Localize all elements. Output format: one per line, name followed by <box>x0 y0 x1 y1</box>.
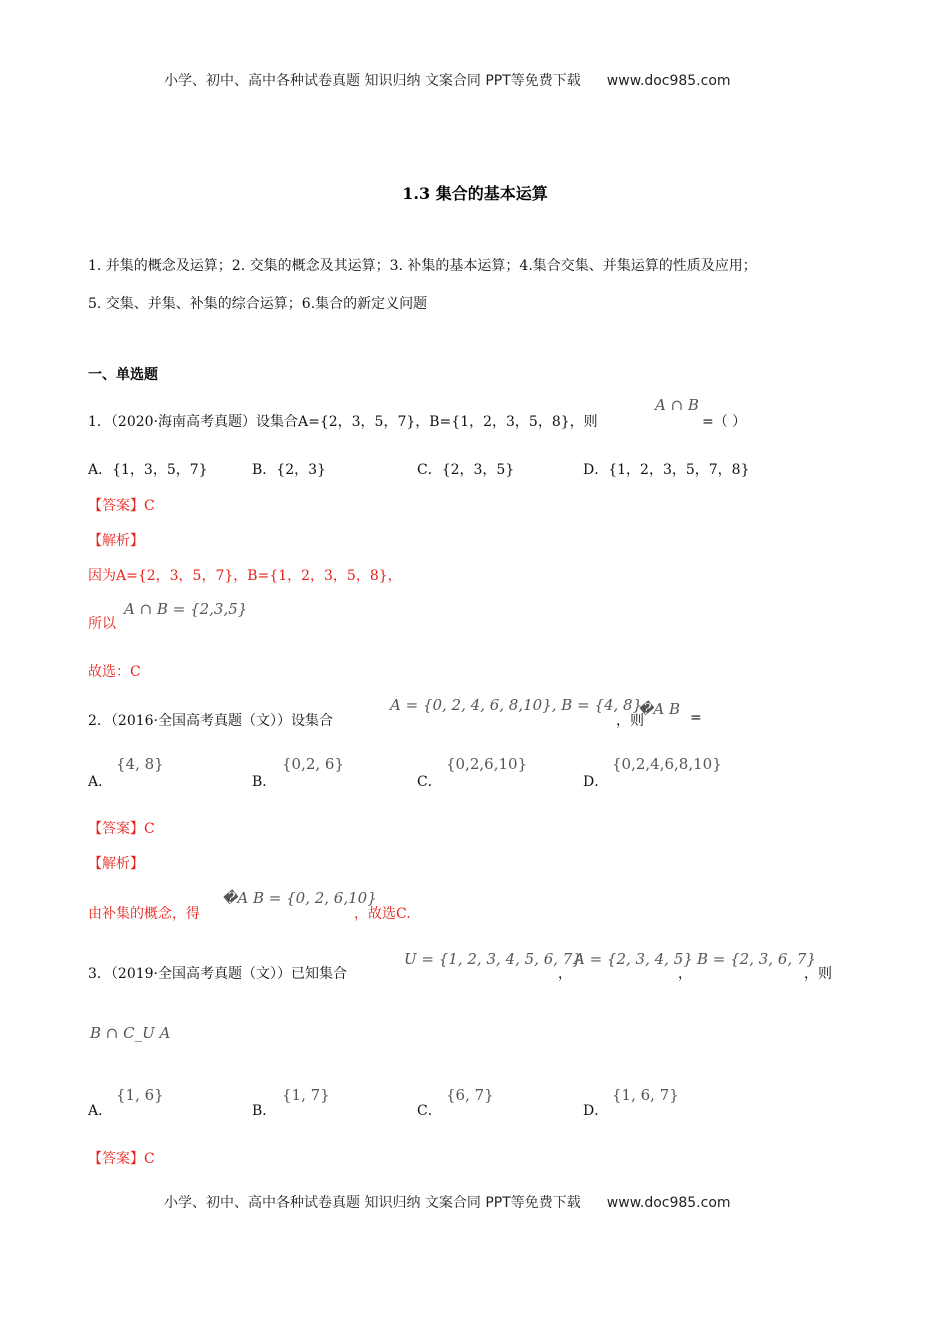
q2-mid: ，则 <box>616 713 644 729</box>
q2-tail: = <box>690 710 702 726</box>
q2-option-b-label: B． <box>252 774 277 790</box>
q1-option-b: B．{2，3} <box>252 462 326 478</box>
q1-analysis-formula: A ∩ B = {2,3,5} <box>124 600 248 618</box>
q3-option-b: {1, 7} <box>282 1086 330 1104</box>
q2-analysis-suffix: ，故选C. <box>354 906 411 922</box>
q2-formula-2: �A B <box>638 700 681 718</box>
q3-option-b-label: B． <box>252 1103 277 1119</box>
page-title: 1.3 集合的基本运算 <box>402 184 548 203</box>
topics-line-1: 1. 并集的概念及运算；2. 交集的概念及其运算；3. 补集的基本运算；4.集合交集、并集运算的性质及应用； <box>88 258 757 274</box>
q3-option-a-label: A． <box>88 1103 113 1119</box>
q1-formula: A ∩ B <box>655 396 699 414</box>
q3-option-d-label: D． <box>583 1103 609 1119</box>
q3-stem: 3．（2019·全国高考真题（文））已知集合 <box>88 966 347 982</box>
q3-set-a: A = {2, 3, 4, 5} <box>574 950 693 968</box>
q2-stem: 2．（2016·全国高考真题（文））设集合 <box>88 713 333 729</box>
footer-url[interactable]: www.doc985.com <box>606 1195 731 1211</box>
section-heading: 一、单选题 <box>88 367 158 383</box>
header-text: 小学、初中、高中各种试卷真题 知识归纳 文案合同 PPT等免费下载 <box>164 73 581 89</box>
q3-option-c-label: C． <box>417 1103 442 1119</box>
q3-answer: 【答案】C <box>88 1151 155 1167</box>
footer-text: 小学、初中、高中各种试卷真题 知识归纳 文案合同 PPT等免费下载 <box>164 1195 581 1211</box>
q2-analysis-formula: �A B = {0, 2, 6,10} <box>222 889 377 907</box>
q3-expression: B ∩ C_U A <box>90 1024 171 1042</box>
q3-option-a: {1, 6} <box>116 1086 164 1104</box>
q1-conclusion: 故选：C <box>88 664 141 680</box>
q2-option-c: {0,2,6,10} <box>446 755 528 773</box>
q1-stem <box>88 411 598 431</box>
q1-option-a: A．{1，3，5，7} <box>88 462 208 478</box>
q1-answer: 【答案】C <box>88 498 155 514</box>
q2-analysis-prefix: 由补集的概念，得 <box>88 906 200 922</box>
page-footer <box>164 1192 731 1212</box>
q2-option-b: {0,2, 6} <box>282 755 345 773</box>
q3-sep-2: ， <box>678 966 692 982</box>
q1-tail: =（ ） <box>702 414 747 430</box>
q1-analysis-label: 【解析】 <box>88 533 144 549</box>
q2-formula: A = {0, 2, 4, 6, 8,10}, B = {4, 8} <box>390 696 643 714</box>
q2-option-c-label: C． <box>417 774 442 790</box>
q3-set-b: B = {2, 3, 6, 7} <box>697 950 816 968</box>
page-header <box>164 70 731 90</box>
q3-option-c: {6, 7} <box>446 1086 494 1104</box>
q3-set-u: U = {1, 2, 3, 4, 5, 6, 7} <box>404 950 582 968</box>
topics-line-2: 5. 交集、并集、补集的综合运算；6.集合的新定义问题 <box>88 296 428 312</box>
q1-option-c: C．{2，3，5} <box>417 462 515 478</box>
q2-option-d: {0,2,4,6,8,10} <box>612 755 722 773</box>
q1-analysis-line-1: 因为A={2，3，5，7}，B={1，2，3，5，8}， <box>88 568 402 584</box>
q3-option-d: {1, 6, 7} <box>612 1086 679 1104</box>
q2-option-a-label: A． <box>88 774 113 790</box>
q3-tail: ，则 <box>804 966 832 982</box>
q1-option-d: D．{1，2，3，5，7，8} <box>583 462 750 478</box>
q2-option-d-label: D． <box>583 774 609 790</box>
q1-stem-text: 1．（2020·海南高考真题）设集合A={2，3，5，7}，B={1，2，3，5，8}，则 <box>88 414 598 430</box>
q1-analysis-prefix: 所以 <box>88 616 116 632</box>
q2-analysis-label: 【解析】 <box>88 856 144 872</box>
q2-option-a: {4, 8} <box>116 755 164 773</box>
q2-answer: 【答案】C <box>88 821 155 837</box>
q3-sep-1: ， <box>558 966 572 982</box>
header-url[interactable]: www.doc985.com <box>606 73 731 89</box>
